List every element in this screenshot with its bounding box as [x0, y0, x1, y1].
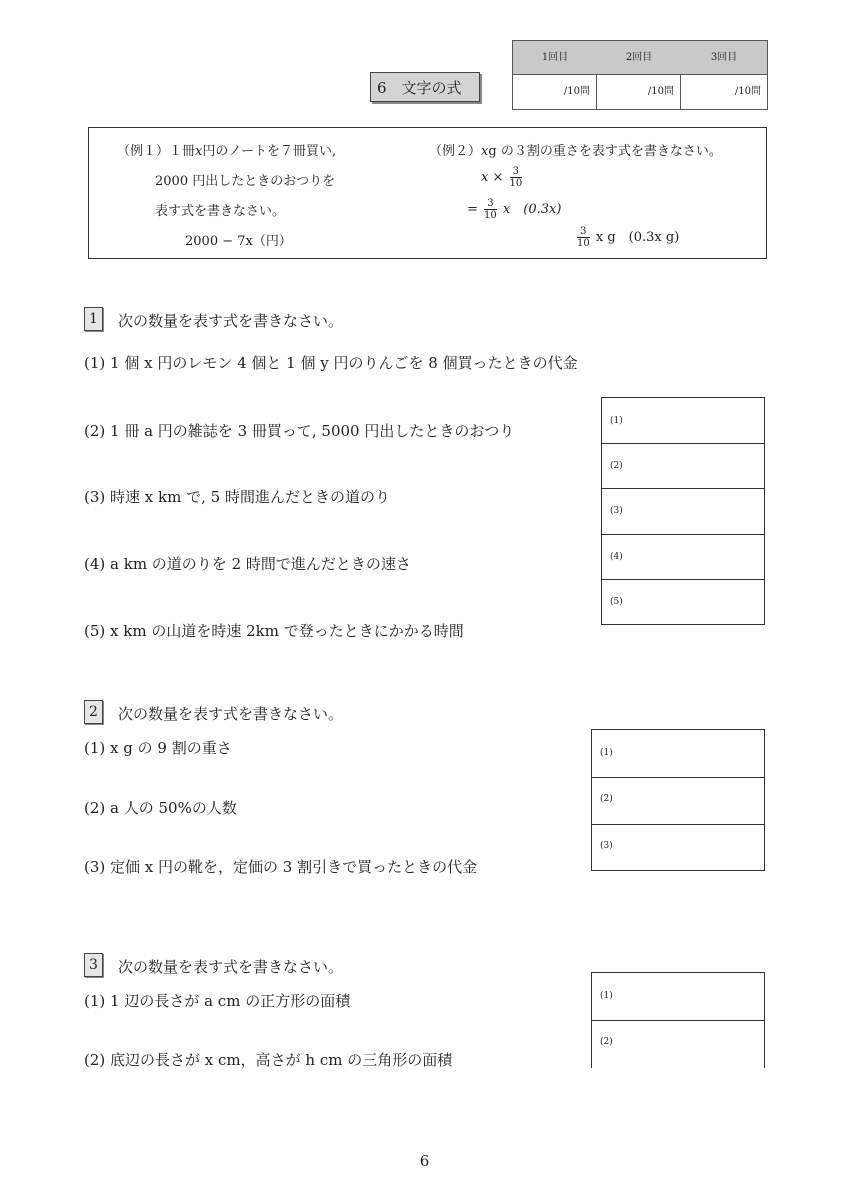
fraction	[577, 226, 590, 249]
example1-line3: 表す式を書きなさい。	[155, 204, 286, 219]
example2-step1-pre: x ×	[481, 170, 504, 185]
answer-field[interactable]	[602, 444, 764, 489]
page-title: 6 文字の式	[370, 72, 480, 102]
example1-line1	[117, 140, 336, 159]
score-cell-2[interactable]: /10問	[597, 75, 681, 109]
answer-label: (1)	[610, 416, 623, 426]
section-3-answer-box	[591, 972, 765, 1068]
example1-suffix: 円のノートを７冊買い,	[202, 144, 337, 159]
score-table	[512, 40, 768, 110]
section-3-question-1: (1) 1 辺の長さが a cm の正方形の面積	[84, 992, 351, 1010]
score-header-1: 1回目	[513, 41, 598, 75]
section-1-question-5: (5) x km の山道を時速 2km で登ったときにかかる時間	[84, 622, 464, 640]
example2-step2-pre: =	[467, 202, 478, 217]
example2-var: x	[481, 144, 489, 159]
answer-label: (2)	[610, 461, 623, 471]
answer-field[interactable]	[602, 535, 764, 580]
answer-field[interactable]	[592, 730, 764, 778]
answer-label: (1)	[600, 748, 613, 758]
frac-den: 10	[484, 210, 497, 221]
score-cell-3[interactable]: /10問	[734, 86, 761, 97]
section-3-question-2: (2) 底辺の長さが x cm，高さが h cm の三角形の面積	[84, 1051, 453, 1069]
example2-final-post: x g (0.3x g)	[595, 230, 680, 245]
section-1-instruction: 次の数量を表す式を書きなさい。	[118, 312, 344, 330]
section-1-answer-box	[601, 397, 765, 625]
score-header-2: 2回目	[597, 41, 682, 75]
answer-label: (3)	[610, 506, 623, 516]
section-2-answer-box	[591, 729, 765, 871]
frac-num: 3	[510, 166, 523, 178]
example2-line1	[429, 140, 722, 159]
fraction	[510, 166, 523, 189]
frac-den: 10	[577, 238, 590, 249]
example2-suffix: g の３割の重さを表す式を書きなさい。	[488, 144, 722, 159]
answer-field[interactable]	[592, 1021, 764, 1069]
answer-label: (5)	[610, 597, 623, 607]
answer-field[interactable]	[592, 825, 764, 871]
section-3-instruction: 次の数量を表す式を書きなさい。	[118, 958, 344, 976]
example2-step2	[467, 198, 561, 221]
section-2-question-3: (3) 定価 x 円の靴を，定価の 3 割引きで買ったときの代金	[84, 858, 478, 876]
section-2-question-2: (2) a 人の 50%の人数	[84, 799, 237, 817]
example-box	[88, 127, 767, 259]
answer-field[interactable]	[602, 580, 764, 625]
section-1-question-3: (3) 時速 x km で, 5 時間進んだときの道のり	[84, 488, 390, 506]
frac-num: 3	[577, 226, 590, 238]
section-2-question-1: (1) x g の 9 割の重さ	[84, 739, 232, 757]
frac-num: 3	[484, 198, 497, 210]
answer-label: (2)	[600, 794, 613, 804]
answer-label: (1)	[600, 991, 613, 1001]
answer-field[interactable]	[602, 398, 764, 444]
example1-line2: 2000 円出したときのおつりを	[155, 174, 336, 189]
section-1-number: 1	[84, 307, 103, 331]
answer-label: (3)	[600, 841, 613, 851]
section-1-question-1: (1) 1 個 x 円のレモン 4 個と 1 個 y 円のりんごを 8 個買ったときの代金	[84, 354, 578, 372]
example2-step1	[481, 166, 524, 189]
score-cell-1[interactable]: /10問	[513, 75, 597, 109]
frac-den: 10	[509, 178, 523, 189]
example1-var: x	[195, 144, 203, 159]
example2-final	[575, 226, 679, 249]
answer-field[interactable]	[592, 973, 764, 1021]
score-header-3: 3回目	[681, 41, 767, 75]
example2-prefix: （例２）	[429, 144, 482, 159]
fraction	[484, 198, 497, 221]
section-1-question-2: (2) 1 冊 a 円の雑誌を 3 冊買って, 5000 円出したときのおつり	[84, 422, 515, 440]
section-3-number: 3	[84, 953, 103, 977]
section-1-question-4: (4) a km の道のりを 2 時間で進んだときの速さ	[84, 555, 411, 573]
answer-field[interactable]	[602, 489, 764, 535]
answer-label: (2)	[600, 1037, 613, 1047]
section-2-instruction: 次の数量を表す式を書きなさい。	[118, 705, 344, 723]
section-2-number: 2	[84, 700, 103, 724]
page-number: 6	[419, 1152, 430, 1170]
example1-answer: 2000 − 7x（円）	[185, 234, 292, 249]
answer-label: (4)	[610, 552, 623, 562]
answer-field[interactable]	[592, 778, 764, 825]
example2-step2-post: x (0.3x)	[502, 202, 562, 217]
example1-prefix: （例１）１冊	[117, 144, 196, 159]
